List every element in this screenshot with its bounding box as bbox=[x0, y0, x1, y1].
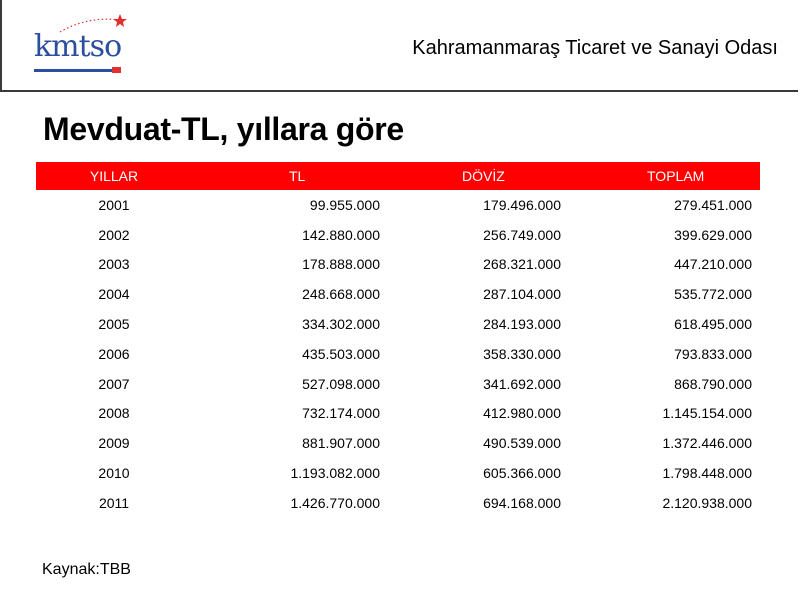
toplam-cell: 868.790.000 bbox=[674, 375, 752, 392]
svg-text:kmtso: kmtso bbox=[34, 29, 122, 64]
toplam-cell: 535.772.000 bbox=[674, 286, 752, 303]
toplam-cell: 1.145.154.000 bbox=[662, 405, 752, 422]
header-years: YILLAR bbox=[36, 162, 192, 190]
toplam-cell: 793.833.000 bbox=[674, 345, 752, 362]
deposits-table bbox=[36, 162, 760, 518]
source-note: Kaynak:TBB bbox=[42, 561, 131, 578]
year-cell: 2002 bbox=[98, 226, 130, 243]
toplam-cell: 1.372.446.000 bbox=[662, 435, 752, 452]
header-toplam: TOPLAM bbox=[569, 162, 760, 190]
doviz-cell: 256.749.000 bbox=[483, 226, 561, 243]
tl-cell: 178.888.000 bbox=[302, 256, 380, 273]
toplam-cell: 399.629.000 bbox=[674, 226, 752, 243]
tl-cell: 1.426.770.000 bbox=[290, 494, 380, 511]
doviz-cell: 694.168.000 bbox=[483, 494, 561, 511]
table-row bbox=[36, 428, 760, 458]
tl-cell: 334.302.000 bbox=[302, 316, 380, 333]
doviz-cell: 490.539.000 bbox=[483, 435, 561, 452]
tl-cell: 142.880.000 bbox=[302, 226, 380, 243]
tl-cell: 248.668.000 bbox=[302, 286, 380, 303]
table-row bbox=[36, 399, 760, 429]
table-row bbox=[36, 220, 760, 250]
year-cell: 2001 bbox=[98, 196, 130, 213]
year-cell: 2008 bbox=[98, 405, 130, 422]
toplam-cell: 279.451.000 bbox=[674, 196, 752, 213]
year-cell: 2006 bbox=[98, 345, 130, 362]
kmtso-logo-graphic bbox=[32, 14, 132, 78]
year-cell: 2003 bbox=[98, 256, 130, 273]
table-row bbox=[36, 279, 760, 309]
doviz-cell: 179.496.000 bbox=[483, 196, 561, 213]
year-cell: 2010 bbox=[98, 465, 130, 482]
doviz-cell: 358.330.000 bbox=[483, 345, 561, 362]
doviz-cell: 412.980.000 bbox=[483, 405, 561, 422]
tl-cell: 99.955.000 bbox=[309, 196, 380, 213]
doviz-cell: 284.193.000 bbox=[483, 316, 561, 333]
doviz-cell: 287.104.000 bbox=[483, 286, 561, 303]
doviz-cell: 268.321.000 bbox=[483, 256, 561, 273]
toplam-cell: 2.120.938.000 bbox=[662, 494, 752, 511]
doviz-cell: 605.366.000 bbox=[483, 465, 561, 482]
toplam-cell: 618.495.000 bbox=[674, 316, 752, 333]
tl-cell: 435.503.000 bbox=[302, 345, 380, 362]
year-cell: 2007 bbox=[98, 375, 130, 392]
year-cell: 2004 bbox=[98, 286, 130, 303]
tl-cell: 881.907.000 bbox=[302, 435, 380, 452]
table-row bbox=[36, 458, 760, 488]
toplam-cell: 1.798.448.000 bbox=[662, 465, 752, 482]
year-cell: 2009 bbox=[98, 435, 130, 452]
organization-name: Kahramanmaraş Ticaret ve Sanayi Odası bbox=[412, 37, 778, 59]
doviz-cell: 341.692.000 bbox=[483, 375, 561, 392]
table-row bbox=[36, 488, 760, 518]
tl-cell: 732.174.000 bbox=[302, 405, 380, 422]
year-cell: 2005 bbox=[98, 316, 130, 333]
tl-cell: 527.098.000 bbox=[302, 375, 380, 392]
year-cell: 2011 bbox=[98, 494, 130, 511]
page-title: Mevduat-TL, yıllara göre bbox=[43, 111, 404, 147]
header-tl: TL bbox=[192, 162, 388, 190]
table-row bbox=[36, 339, 760, 369]
slide-header bbox=[0, 0, 798, 92]
table-row bbox=[36, 190, 760, 220]
table-row bbox=[36, 369, 760, 399]
table-header-row bbox=[36, 162, 760, 190]
header-doviz: DÖVİZ bbox=[388, 162, 569, 190]
kmtso-logo bbox=[32, 14, 132, 78]
table-row bbox=[36, 250, 760, 280]
tl-cell: 1.193.082.000 bbox=[290, 465, 380, 482]
table-row bbox=[36, 309, 760, 339]
toplam-cell: 447.210.000 bbox=[674, 256, 752, 273]
